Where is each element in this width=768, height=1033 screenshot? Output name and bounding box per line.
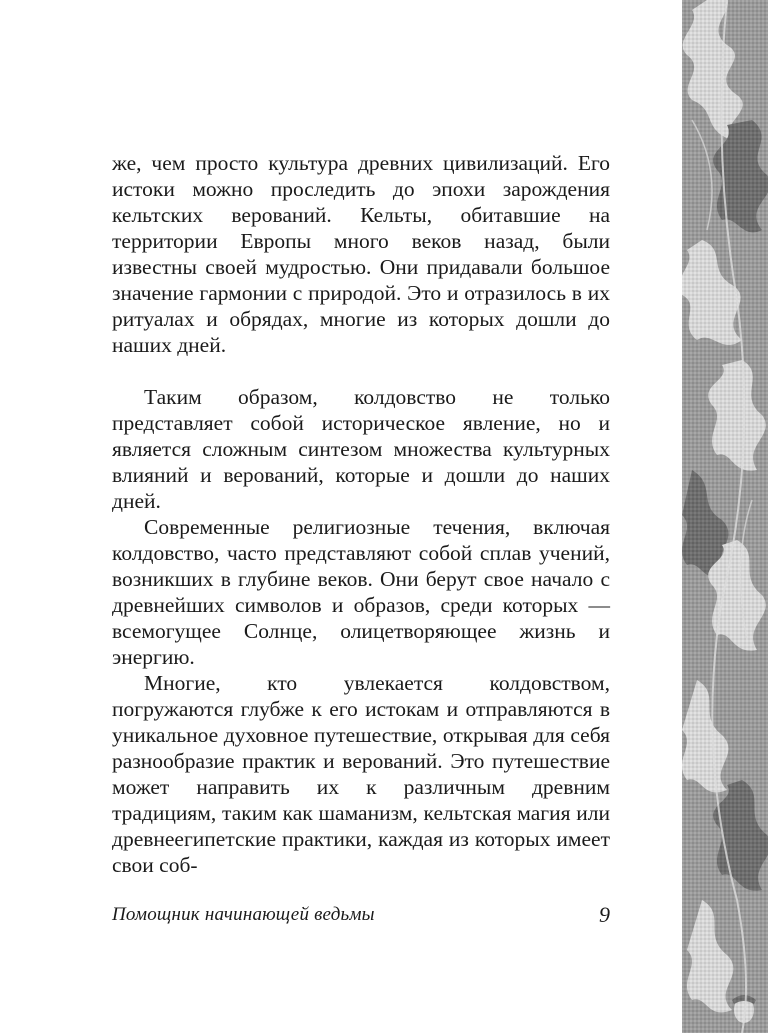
body-text [112, 150, 610, 878]
oak-leaf-pattern-icon [682, 0, 768, 1033]
running-title: Помощник начинающей ведьмы [112, 904, 375, 925]
page-number: 9 [599, 902, 610, 927]
paragraph: Многие, кто увлекается колдовством, погружаются глубже к его истокам и отправляются в уникальное духовное путешествие, открывая для себя разнообразие практик и верований. Это путешествие может направить их к различным древним традициям, таким как шаманизм, кельтская магия или древнеегипетские практики, каждая из которых имеет свои соб- [112, 671, 610, 877]
paragraph: Современные религиозные течения, включая колдовство, часто представляют собой сплав учений, возникших в глубине веков. Они берут свое начало с древнейших символов и образов, среди которых — всемогущее Солнце, олицетворяющее жизнь и энергию. [112, 515, 610, 669]
paragraph-continued: же, чем просто культура древних цивилизаций. Его истоки можно проследить до эпохи зарождения кельтских верований. Кельты, обитавшие на территории Европы много веков назад, были известны своей мудростью. Они придавали большое значение гармонии с природой. Это и отразилось в их ритуалах и обрядах, многие из которых дошли до наших дней. [112, 151, 610, 357]
page-footer [112, 904, 610, 934]
paragraph: Таким образом, колдовство не только представляет собой историческое явление, но и является сложным синтезом множества культурных влияний и верований, которые и дошли до наших дней. [112, 385, 610, 513]
decorative-oak-leaf-strip [682, 0, 768, 1033]
